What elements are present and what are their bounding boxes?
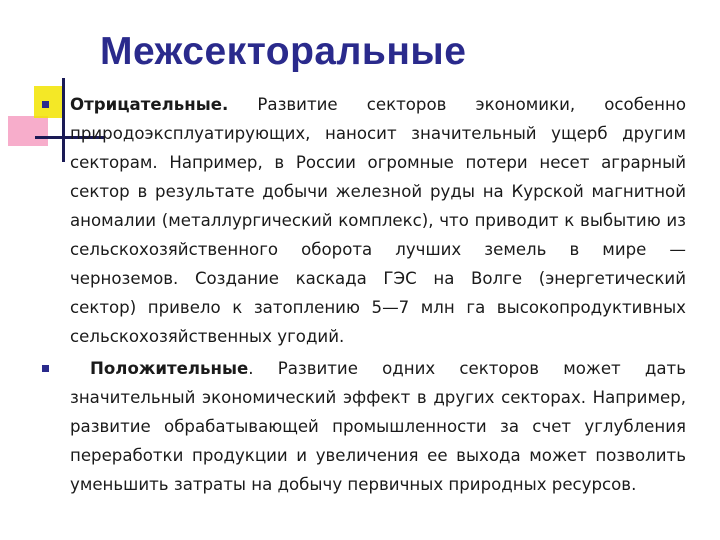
paragraph-positive (70, 354, 686, 499)
bullet-marker (42, 365, 49, 372)
slide-title: Межсекторальные (100, 30, 467, 73)
paragraph-lead-negative: Отрицательные. (70, 95, 229, 114)
paragraph-negative (70, 90, 686, 351)
bullet-marker (42, 101, 49, 108)
decorative-yellow-block (34, 86, 64, 118)
paragraph-text-positive: . Развитие одних секторов может дать значительный экономический эффект в других секторах. Например, развитие обрабатывающей промышленности за счет углубления переработки продукции и увеличения ее выхода может позволить уменьшить затраты на добычу первичных природных ресурсов. (70, 359, 686, 494)
decorative-pink-block (8, 116, 48, 146)
decorative-vertical-line (62, 78, 65, 162)
paragraph-lead-positive: Положительные (90, 359, 249, 378)
paragraph-text-negative: Развитие секторов экономики, особенно природоэксплуатирующих, наносит значительный ущерб другим секторам. Например, в России огромные потери несет аграрный сектор в результате добычи железной руды на Курской магнитной аномалии (металлургический комплекс), что приводит к выбытию из сельскохозяйственного оборота лучших земель в мире — черноземов. Создание каскада ГЭС на Волге (энергетический сектор) привело к затоплению 5—7 млн га высокопродуктивных сельскохозяйственных угодий. (70, 95, 686, 346)
